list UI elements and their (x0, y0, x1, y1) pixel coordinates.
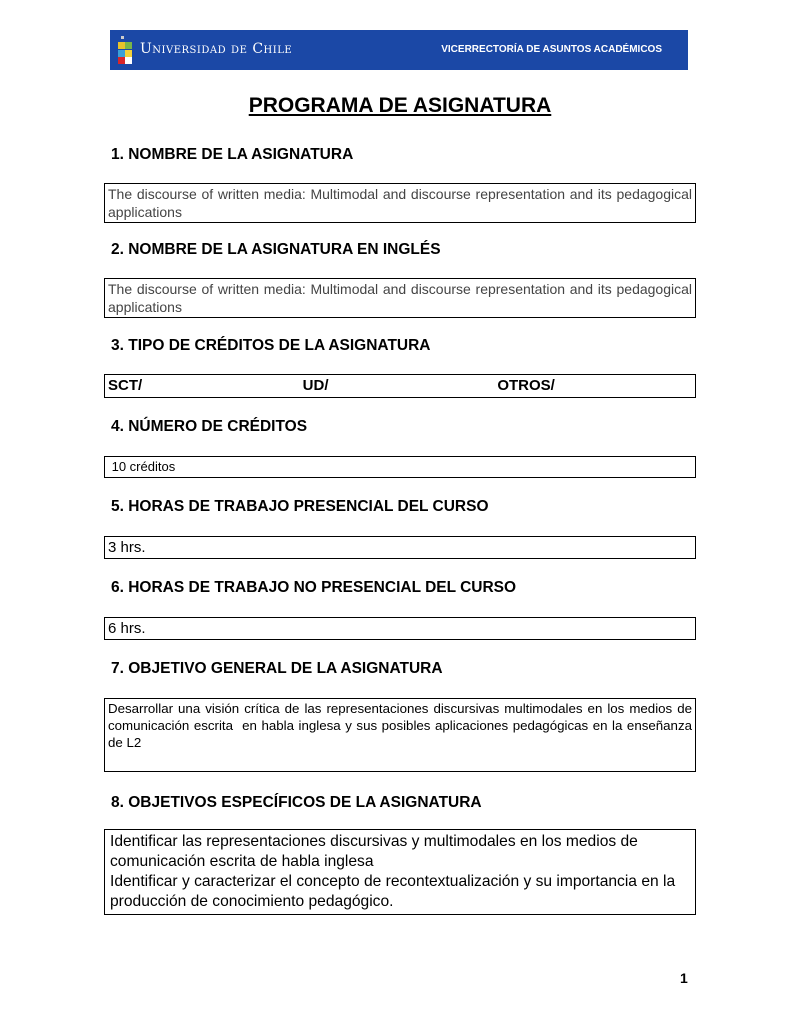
section-4-heading: 4. NÚMERO DE CRÉDITOS (111, 418, 308, 435)
course-name-english-box: The discourse of written media: Multimodal and discourse representation and its pedagogical applications (104, 278, 696, 318)
course-name-box: The discourse of written media: Multimodal and discourse representation and its pedagogical applications (104, 183, 696, 223)
section-6-heading: 6. HORAS DE TRABAJO NO PRESENCIAL DEL CURSO (111, 579, 517, 596)
section-5-heading: 5. HORAS DE TRABAJO PRESENCIAL DEL CURSO (111, 498, 489, 515)
credit-option-otros: OTROS/ (497, 377, 555, 394)
section-3-heading: 3. TIPO DE CRÉDITOS DE LA ASIGNATURA (111, 337, 431, 354)
header-banner (110, 30, 688, 70)
section-1-heading: 1. NOMBRE DE LA ASIGNATURA (111, 146, 354, 163)
credit-type-box (104, 374, 696, 398)
offsite-hours-box: 6 hrs. (104, 617, 696, 640)
university-name: Universidad de Chile (140, 41, 293, 57)
specific-objectives-box (104, 829, 696, 915)
office-name: VICERRECTORÍA DE ASUNTOS ACADÉMICOS (441, 44, 662, 55)
credit-option-sct: SCT/ (108, 377, 143, 394)
credit-option-ud: UD/ (302, 377, 329, 394)
specific-objective-item: Identificar y caracterizar el concepto de recontextualización y su importancia en la producción de conocimiento pedagógico. (110, 873, 676, 910)
onsite-hours-box: 3 hrs. (104, 536, 696, 559)
general-objective-box: Desarrollar una visión crítica de las representaciones discursivas multimodales en los medios de comunicación escrita en habla inglesa y sus posibles aplicaciones pedagógicas en la enseñanza de L2 (104, 698, 696, 772)
credit-number-box: 10 créditos (104, 456, 696, 478)
page-title: PROGRAMA DE ASIGNATURA (248, 94, 552, 117)
page-number: 1 (680, 970, 688, 986)
section-7-heading: 7. OBJETIVO GENERAL DE LA ASIGNATURA (111, 660, 443, 677)
section-2-heading: 2. NOMBRE DE LA ASIGNATURA EN INGLÉS (111, 241, 441, 258)
section-8-heading: 8. OBJETIVOS ESPECÍFICOS DE LA ASIGNATURA (111, 794, 482, 811)
specific-objective-item: Identificar las representaciones discursivas y multimodales en los medios de comunicación escrita de habla inglesa (110, 833, 638, 870)
university-logo-icon (118, 36, 132, 64)
